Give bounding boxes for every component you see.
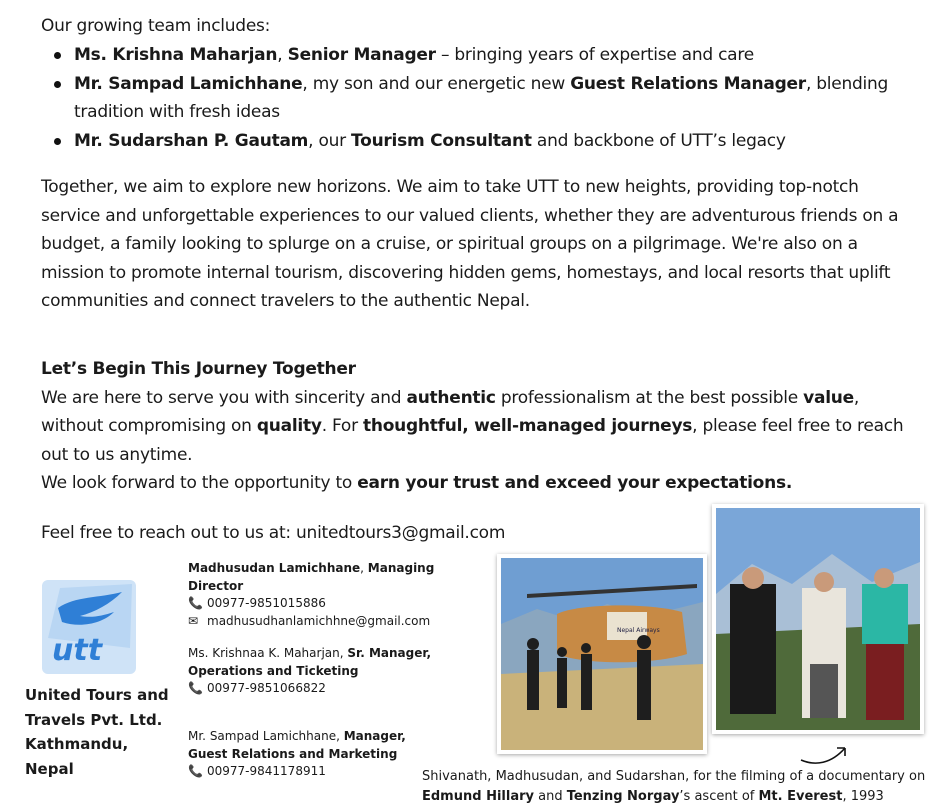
journey-section [41, 355, 921, 498]
contact-email-line: Feel free to reach out to us at: unitedtours3@gmail.com [41, 523, 506, 543]
journey-text: We are here to serve you with sincerity and authentic professionalism at the best possible value, without compromising on quality. For thoughtful, well-managed journeys, please feel free to reach out to us anytime. [41, 387, 904, 465]
together-paragraph: Together, we aim to explore new horizons. We aim to take UTT to new heights, providing top-notch service and unforgettable experiences to our valued clients, whether they are adventurous friends on a budget, a family looking to splurge on a cruise, or spiritual groups on a pilgrimage. We're also on a mission to promote internal tourism, discovering hidden gems, homestays, and local resorts that uplift communities and connect travelers to the authentic Nepal. [41, 177, 899, 312]
company-name: United Tours and Travels Pvt. Ltd. Kathmandu, Nepal [25, 686, 169, 778]
contact-card-guest-relations: Mr. Sampad Lamichhane, Manager, Guest Relations and Marketing 📞 00977-9841178911 [188, 728, 488, 781]
list-item: Mr. Sudarshan P. Gautam, our Tourism Consultant and backbone of UTT’s legacy [74, 127, 934, 156]
svg-text:Nepal Airways: Nepal Airways [617, 627, 660, 634]
company-logo [40, 578, 138, 676]
svg-text:utt: utt [52, 633, 103, 668]
photo-caption: Shivanath, Madhusudan, and Sudarshan, for the filming of a documentary on Edmund Hillary and Tenzing Norgay’s ascent of Mt. Everest, 1993 [422, 769, 926, 804]
phone-icon: 📞 [188, 681, 203, 695]
contact-card-director: Madhusudan Lamichhane, Managing Director 📞 00977-9851015886 ✉ madhusudhanlamichhne@gmail.com [188, 560, 488, 630]
curved-arrow-icon [797, 738, 857, 768]
team-list [41, 41, 934, 155]
journey-closing: We look forward to the opportunity to earn your trust and exceed your expectations. [41, 473, 793, 494]
email-icon: ✉ [188, 613, 199, 628]
team-intro: Our growing team includes: [41, 16, 271, 36]
contact-card-manager: Ms. Krishnaa K. Maharjan, Sr. Manager, Operations and Ticketing 📞 00977-9851066822 [188, 645, 488, 698]
list-item: Mr. Sampad Lamichhane, my son and our energetic new Guest Relations Manager, blending tradition with fresh ideas [74, 70, 934, 127]
phone-icon: 📞 [188, 596, 203, 610]
phone-icon: 📞 [188, 764, 203, 778]
list-item: Ms. Krishna Maharjan, Senior Manager – bringing years of expertise and care [74, 41, 934, 70]
helicopter-photo [497, 554, 707, 754]
journey-heading: Let’s Begin This Journey Together [41, 359, 356, 379]
mountain-group-photo [712, 504, 924, 734]
